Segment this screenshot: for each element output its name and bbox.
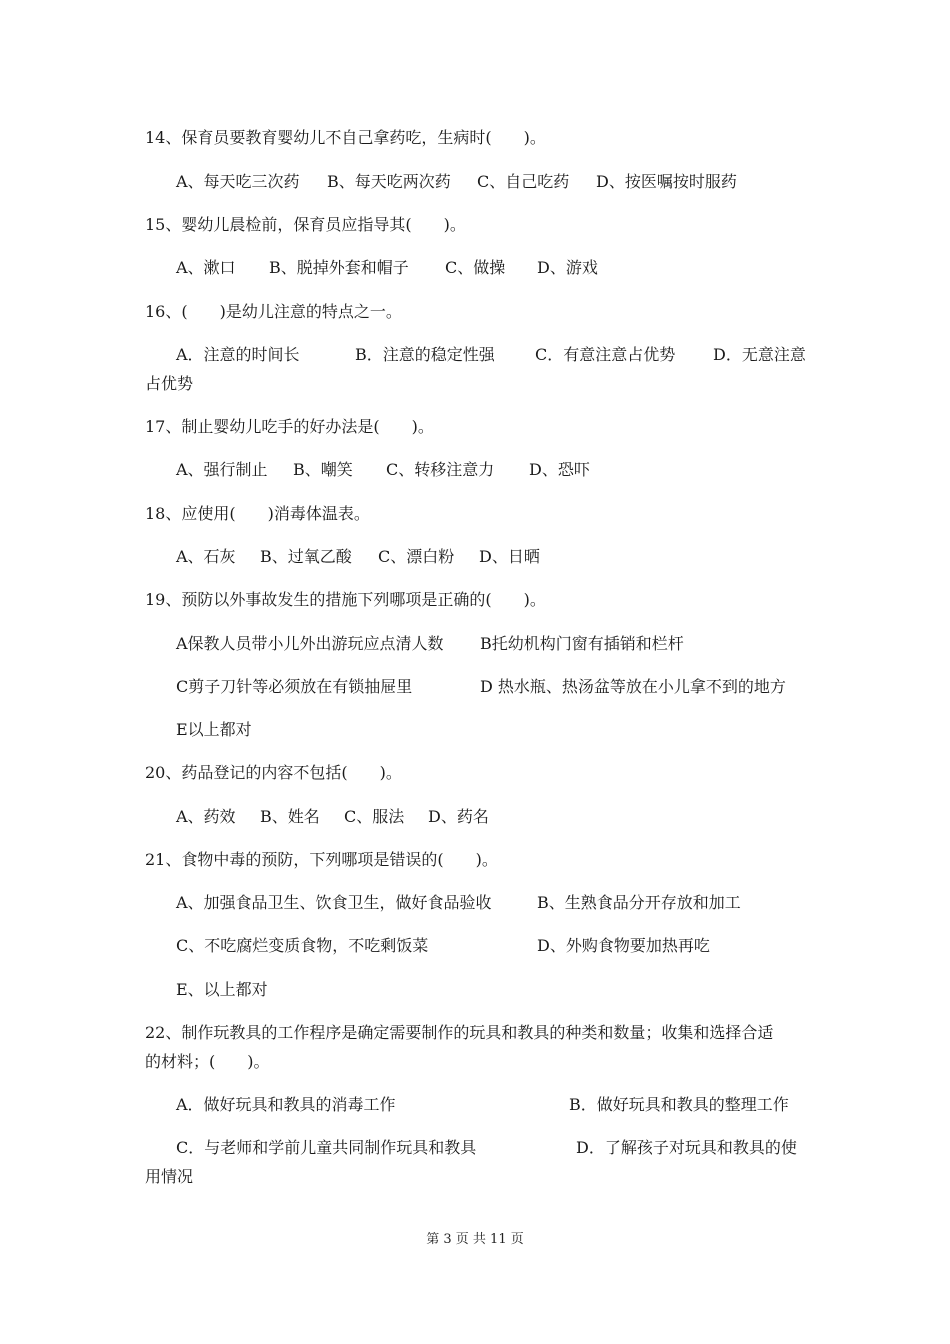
question-18-stem: 18、应使用( )消毒体温表。: [145, 504, 370, 523]
question-14-stem: 14、保育员要教育婴幼儿不自己拿药吃，生病时( )。: [145, 128, 546, 147]
option-a: A、漱口: [176, 258, 236, 277]
option-e: E、以上都对: [176, 980, 268, 999]
option-d: D、日晒: [479, 547, 540, 566]
option-b: B．做好玩具和教具的整理工作: [569, 1095, 789, 1114]
option-d: D、恐吓: [529, 460, 590, 479]
option-a: A、每天吃三次药: [176, 172, 300, 191]
option-a: A．做好玩具和教具的消毒工作: [176, 1095, 396, 1114]
question-16-continuation: 占优势: [145, 374, 194, 393]
option-d: D、游戏: [537, 258, 598, 277]
option-b: B、生熟食品分开存放和加工: [537, 893, 741, 912]
question-17-options: [176, 458, 590, 482]
question-19-options-row1: [176, 632, 684, 656]
question-16-options: [176, 343, 806, 367]
question-20-options: [176, 805, 489, 829]
question-22-continuation: 用情况: [145, 1167, 194, 1186]
option-c: C、自己吃药: [477, 172, 570, 191]
question-18-options: [176, 545, 540, 569]
option-c: C、服法: [344, 807, 405, 826]
option-d: D．无意注意: [713, 345, 806, 364]
option-b: B、嘲笑: [293, 460, 353, 479]
option-d: D、外购食物要加热再吃: [537, 936, 710, 955]
option-b: B、姓名: [260, 807, 320, 826]
option-b: B、脱掉外套和帽子: [269, 258, 409, 277]
question-19-options-row2: [176, 675, 786, 699]
option-d: D、按医嘱按时服药: [596, 172, 737, 191]
option-b: B托幼机构门窗有插销和栏杆: [480, 634, 684, 653]
question-21-stem: 21、食物中毒的预防，下列哪项是错误的( )。: [145, 850, 498, 869]
option-c: C、转移注意力: [386, 460, 495, 479]
option-a: A、强行制止: [176, 460, 268, 479]
option-a: A、药效: [176, 807, 236, 826]
option-c: C、不吃腐烂变质食物，不吃剩饭菜: [176, 936, 429, 955]
option-d: D、药名: [428, 807, 489, 826]
option-c: C、漂白粉: [378, 547, 455, 566]
question-21-options-row2: [176, 934, 710, 958]
question-16-stem: 16、( )是幼儿注意的特点之一。: [145, 302, 402, 321]
option-c: C剪子刀针等必须放在有锁抽屉里: [176, 677, 413, 696]
question-22-stem-continuation: 的材料；( )。: [145, 1052, 270, 1071]
option-a: A、石灰: [176, 547, 236, 566]
option-a: A、加强食品卫生、饮食卫生，做好食品验收: [176, 893, 492, 912]
option-e: E以上都对: [176, 720, 252, 739]
question-19-stem: 19、预防以外事故发生的措施下列哪项是正确的( )。: [145, 590, 546, 609]
question-21-options-row1: [176, 891, 741, 915]
option-a: A保教人员带小儿外出游玩应点清人数: [176, 634, 444, 653]
question-22-options-row1: [176, 1093, 789, 1117]
option-b: B、过氧乙酸: [260, 547, 352, 566]
question-15-options: [176, 256, 598, 280]
question-22-stem: 22、制作玩教具的工作程序是确定需要制作的玩具和教具的种类和数量；收集和选择合适: [145, 1023, 774, 1042]
option-a: A．注意的时间长: [176, 345, 300, 364]
page-number-footer: 第 3 页 共 11 页: [426, 1232, 524, 1247]
question-20-stem: 20、药品登记的内容不包括( )。: [145, 763, 402, 782]
option-c: C．与老师和学前儿童共同制作玩具和教具: [176, 1138, 477, 1157]
option-d: D．了解孩子对玩具和教具的使: [576, 1138, 797, 1157]
option-c: C、做操: [445, 258, 506, 277]
question-15-stem: 15、婴幼儿晨检前，保育员应指导其( )。: [145, 215, 466, 234]
question-22-options-row2: [176, 1136, 797, 1160]
question-14-options: [176, 170, 737, 194]
option-d: D 热水瓶、热汤盆等放在小儿拿不到的地方: [480, 677, 786, 696]
question-17-stem: 17、制止婴幼儿吃手的好办法是( )。: [145, 417, 434, 436]
option-b: B、每天吃两次药: [327, 172, 451, 191]
option-b: B．注意的稳定性强: [355, 345, 495, 364]
option-c: C．有意注意占优势: [535, 345, 676, 364]
